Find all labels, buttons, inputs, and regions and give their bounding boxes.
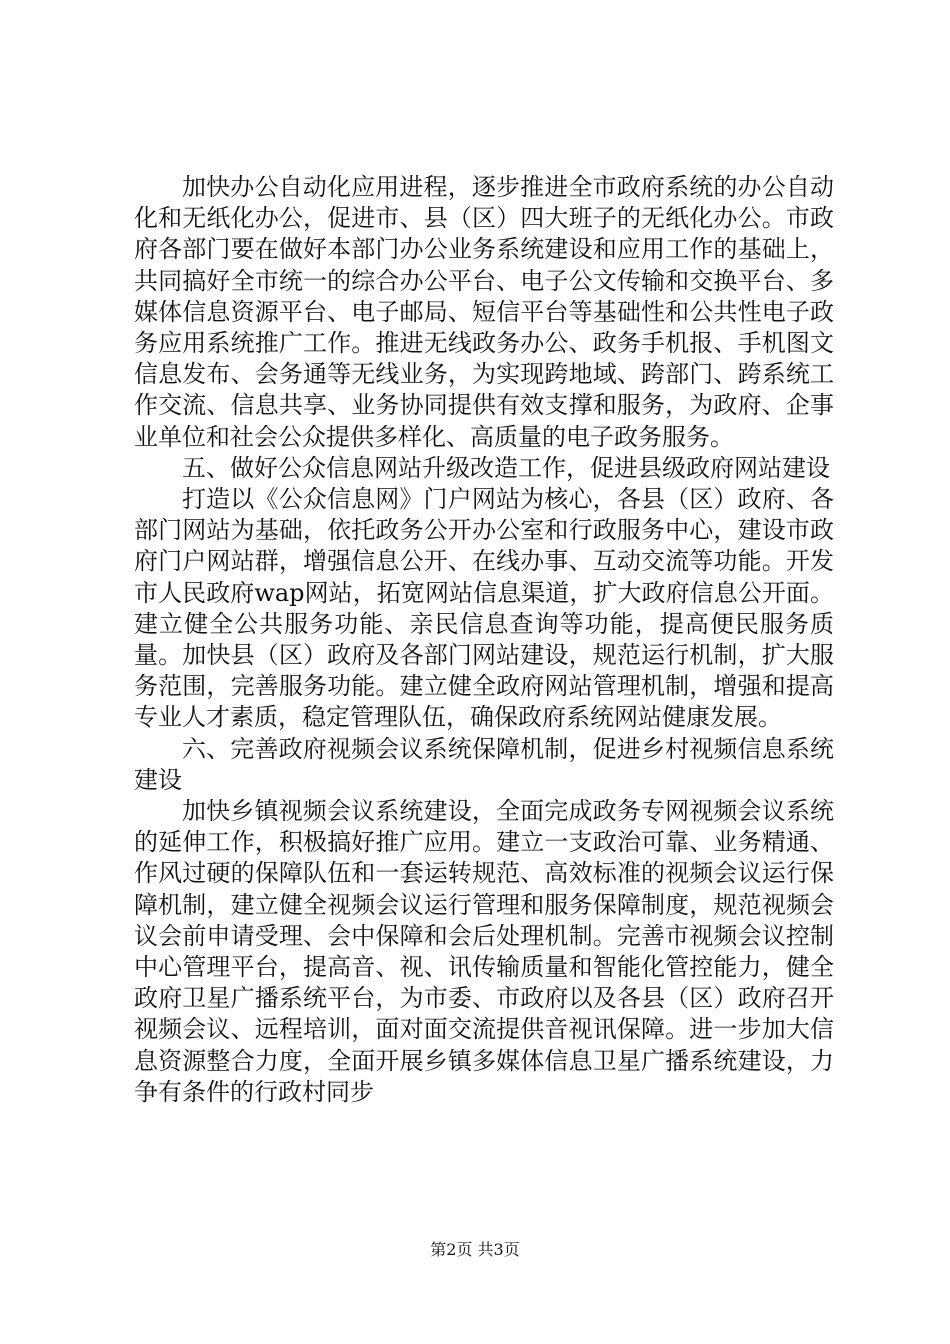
document-body xyxy=(134,172,834,1108)
page-number-footer: 第2页 共3页 xyxy=(430,1240,520,1259)
body-paragraph: 加快乡镇视频会议系统建设，全面完成政务专网视频会议系统的延伸工作，积极搞好推广应用。建立一支政治可靠、业务精通、作风过硬的保障队伍和一套运转规范、高效标准的视频会议运行保障机制，建立健全视频会议运行管理和服务保障制度，规范视频会议会前申请受理、会中保障和会后处理机制。完善市视频会议控制中心管理平台，提高音、视、讯传输质量和智能化管控能力，健全政府卫星广播系统平台，为市委、市政府以及各县（区）政府召开视频会议、远程培训，面对面交流提供音视讯保障。进一步加大信息资源整合力度，全面开展乡镇多媒体信息卫星广播系统建设，力争有条件的行政村同步 xyxy=(134,797,834,1106)
body-paragraph: 打造以《公众信息网》门户网站为核心，各县（区）政府、各部门网站为基础，依托政务公开办公室和行政服务中心，建设市政府门户网站群，增强信息公开、在线办事、互动交流等功能。开发市人民政府wap网站，拓宽网站信息渠道，扩大政府信息公开面。建立健全公共服务功能、亲民信息查询等功能，提高便民服务质量。加快县（区）政府及各部门网站建设，规范运行机制，扩大服务范围，完善服务功能。建立健全政府网站管理机制，增强和提高专业人才素质，稳定管理队伍，确保政府系统网站健康发展。 xyxy=(134,485,834,732)
body-paragraph: 加快办公自动化应用进程，逐步推进全市政府系统的办公自动化和无纸化办公，促进市、县（区）四大班子的无纸化办公。市政府各部门要在做好本部门办公业务系统建设和应用工作的基础上，共同搞好全市统一的综合办公平台、电子公文传输和交换平台、多媒体信息资源平台、电子邮局、短信平台等基础性和公共性电子政务应用系统推广工作。推进无线政务办公、政务手机报、手机图文信息发布、会务通等无线业务，为实现跨地域、跨部门、跨系统工作交流、信息共享、业务协同提供有效支撑和服务，为政府、企事业单位和社会公众提供多样化、高质量的电子政务服务。 xyxy=(134,173,834,451)
section-heading-5: 五、做好公众信息网站升级改造工作，促进县级政府网站建设 xyxy=(182,453,830,482)
section-heading-6: 六、完善政府视频会议系统保障机制，促进乡村视频信息系统建设 xyxy=(134,734,834,794)
